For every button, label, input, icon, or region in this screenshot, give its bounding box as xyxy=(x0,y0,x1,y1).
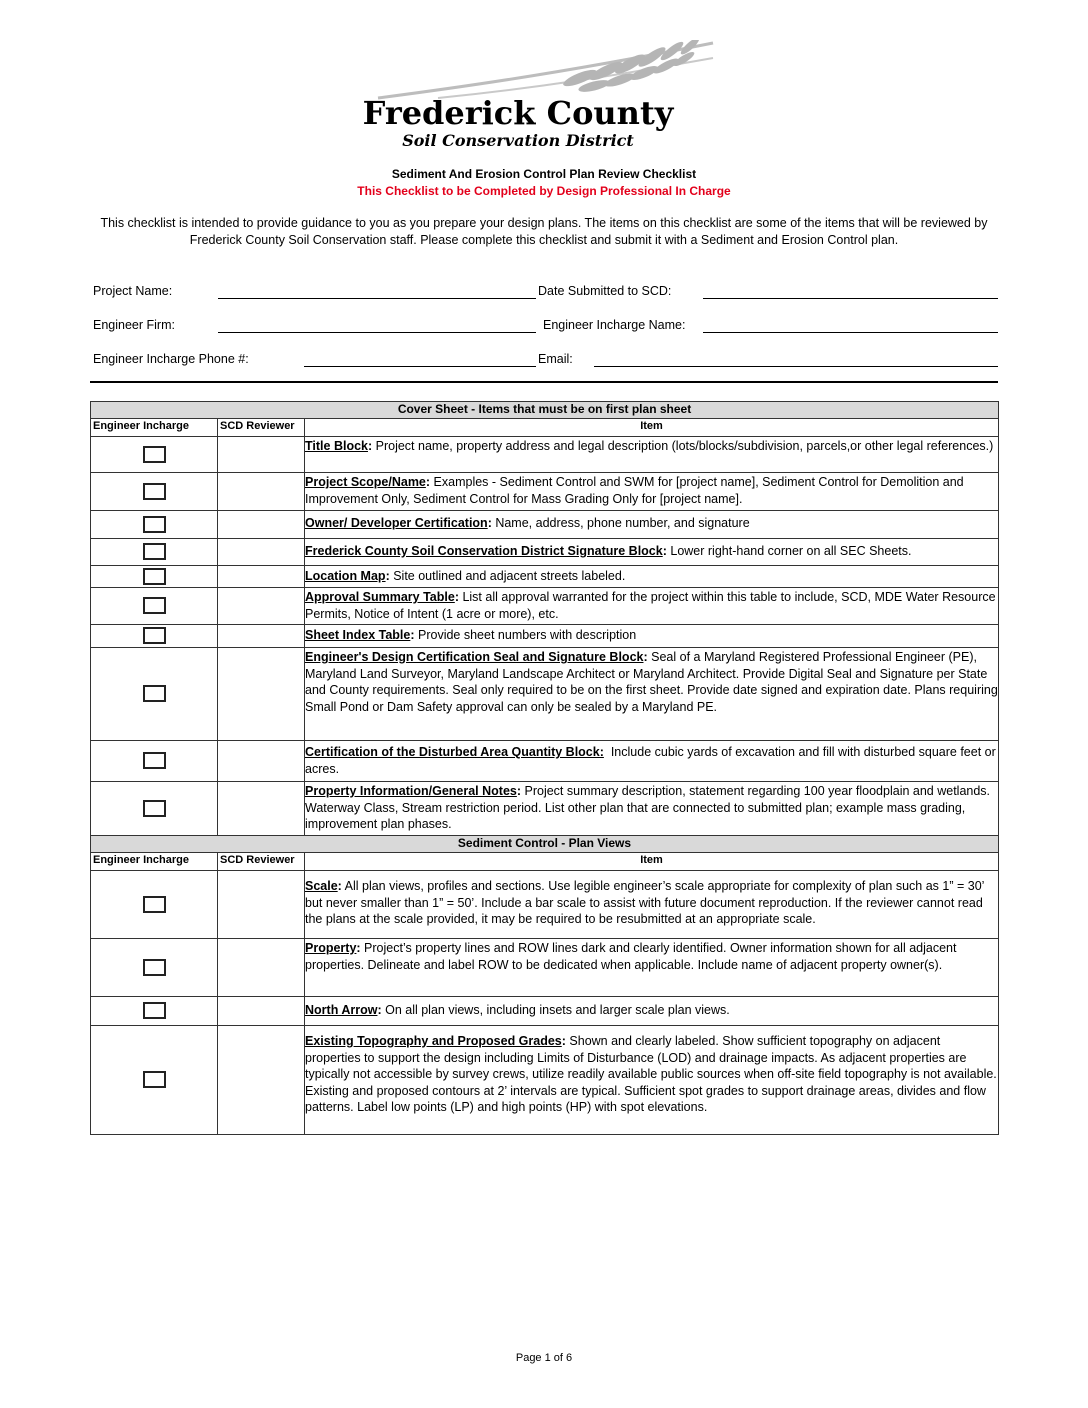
item-description-cell xyxy=(305,1026,999,1135)
project-name-label: Project Name: xyxy=(93,284,173,298)
project-name-input[interactable] xyxy=(218,284,536,299)
item-title-colon: : xyxy=(385,569,390,583)
checklist-row xyxy=(91,782,999,836)
engineer-checkbox[interactable] xyxy=(143,446,166,463)
item-description-cell xyxy=(305,871,999,939)
checklist-row xyxy=(91,997,999,1026)
item-title-colon: : xyxy=(367,439,373,453)
item-title: Project Scope/Name xyxy=(305,475,426,489)
logo-main-text: Frederick County xyxy=(362,94,674,132)
engineer-checkbox[interactable] xyxy=(143,1071,166,1088)
item-title-colon: : xyxy=(643,650,648,664)
checklist-row xyxy=(91,437,999,473)
engineer-check-cell xyxy=(91,648,218,741)
engineer-checkbox[interactable] xyxy=(143,568,166,585)
item-title: North Arrow xyxy=(305,1003,378,1017)
date-submitted-input[interactable] xyxy=(703,284,998,299)
item-title: Frederick County Soil Conservation District Signature Block xyxy=(305,544,663,558)
engineer-check-cell xyxy=(91,939,218,997)
checklist-row xyxy=(91,1026,999,1135)
scd-reviewer-cell[interactable] xyxy=(218,648,305,741)
item-title-colon: : xyxy=(561,1034,566,1048)
engineer-check-cell xyxy=(91,473,218,511)
checklist-row xyxy=(91,741,999,782)
engineer-firm-input[interactable] xyxy=(218,318,536,333)
engineer-checkbox[interactable] xyxy=(143,483,166,500)
item-title: Engineer's Design Certification Seal and Signature Block xyxy=(305,650,644,664)
engineer-name-label: Engineer Incharge Name: xyxy=(543,318,686,332)
engineer-checkbox[interactable] xyxy=(143,959,166,976)
section-header xyxy=(91,836,999,853)
item-title-colon: : xyxy=(410,628,415,642)
item-description-cell xyxy=(305,782,999,836)
item-text: Provide sheet numbers with description xyxy=(414,628,637,642)
scd-reviewer-cell[interactable] xyxy=(218,871,305,939)
item-description-cell xyxy=(305,437,999,473)
checklist-row xyxy=(91,511,999,539)
column-header-engineer: Engineer Incharge xyxy=(91,419,218,437)
item-title: Location Map xyxy=(305,569,386,583)
item-text: Project name, property address and legal description (lots/blocks/subdivision, parcels,or other legal references.) xyxy=(372,439,994,453)
checklist-row xyxy=(91,539,999,566)
item-description-cell xyxy=(305,939,999,997)
item-title: Property xyxy=(305,941,357,955)
logo-sub-text: Soil Conservation District xyxy=(402,131,634,150)
item-title-colon: : xyxy=(356,941,361,955)
scd-reviewer-cell[interactable] xyxy=(218,539,305,566)
item-description-cell xyxy=(305,511,999,539)
column-header-item: Item xyxy=(305,853,999,871)
engineer-checkbox[interactable] xyxy=(143,752,166,769)
item-description-cell xyxy=(305,588,999,625)
scd-reviewer-cell[interactable] xyxy=(218,566,305,588)
engineer-check-cell xyxy=(91,539,218,566)
column-header-engineer: Engineer Incharge xyxy=(91,853,218,871)
page-number: Page 1 of 6 xyxy=(515,1352,573,1364)
scd-reviewer-cell[interactable] xyxy=(218,741,305,782)
item-description-cell xyxy=(305,625,999,648)
checklist-row xyxy=(91,648,999,741)
item-description-cell xyxy=(305,997,999,1026)
scd-reviewer-cell[interactable] xyxy=(218,939,305,997)
scd-reviewer-cell[interactable] xyxy=(218,1026,305,1135)
engineer-check-cell xyxy=(91,871,218,939)
item-text: Lower right-hand corner on all SEC Sheets. xyxy=(666,544,912,558)
checklist-row xyxy=(91,473,999,511)
scd-reviewer-cell[interactable] xyxy=(218,588,305,625)
scd-reviewer-cell[interactable] xyxy=(218,437,305,473)
item-title-colon: : xyxy=(337,879,342,893)
wheat-icon xyxy=(318,40,718,100)
item-title: Scale xyxy=(305,879,338,893)
engineer-check-cell xyxy=(91,511,218,539)
engineer-check-cell xyxy=(91,566,218,588)
column-header-row xyxy=(91,419,999,437)
scd-reviewer-cell[interactable] xyxy=(218,782,305,836)
column-header-row xyxy=(91,853,999,871)
item-title-colon: : xyxy=(425,475,431,489)
engineer-checkbox[interactable] xyxy=(143,896,166,913)
document-subtitle: This Checklist to be Completed by Design Professional In Charge xyxy=(357,184,731,198)
item-title-colon: : xyxy=(516,784,522,798)
item-title-colon: : xyxy=(454,590,459,604)
engineer-check-cell xyxy=(91,588,218,625)
engineer-checkbox[interactable] xyxy=(143,516,166,533)
item-text: Project summary description, statement regarding 100 year floodplain and wetlands. Waterway Class, Stream restriction period. List other plan that are connected to submitted plan; example mass grading, improvement plan phases. xyxy=(305,784,994,831)
item-text: On all plan views, including insets and larger scale plan views. xyxy=(381,1003,730,1017)
email-label: Email: xyxy=(538,352,573,366)
checklist-row xyxy=(91,871,999,939)
item-text: Shown and clearly labeled. Show sufficient topography on adjacent properties to support the design including Limits of Disturbance (LOD) and drainage impacts. As adjacent properties are typically not accessible by survey crews, utilize readily available public sources when off-site field topography is not available. Existing and proposed contours at 2’ intervals are typical. Sufficient spot grades to support drainage areas, divides and flow patterns. Label low points (LP) and high points (HP) with spot elevations. xyxy=(305,1034,1001,1114)
engineer-checkbox[interactable] xyxy=(143,800,166,817)
intro-paragraph: This checklist is intended to provide guidance to you as you prepare your design plans. The items on this checklist are some of the items that will be reviewed by Frederick County Soil Conservation staff. Please complete this checklist and submit it with a Sediment and Erosion Control plan. xyxy=(100,216,988,247)
engineer-check-cell xyxy=(91,1026,218,1135)
item-description-cell xyxy=(305,566,999,588)
checklist-row xyxy=(91,939,999,997)
engineer-check-cell xyxy=(91,782,218,836)
item-description-cell xyxy=(305,473,999,511)
item-description-cell xyxy=(305,539,999,566)
engineer-checkbox[interactable] xyxy=(143,1002,166,1019)
column-header-reviewer: SCD Reviewer xyxy=(218,853,305,871)
checklist-table xyxy=(90,401,1002,1135)
column-header-reviewer: SCD Reviewer xyxy=(218,419,305,437)
column-header-item: Item xyxy=(305,419,999,437)
item-description-cell xyxy=(305,741,999,782)
engineer-check-cell xyxy=(91,437,218,473)
item-title: Existing Topography and Proposed Grades xyxy=(305,1034,562,1048)
item-text: All plan views, profiles and sections. Use legible engineer’s scale appropriate for complexity of plan such as 1” = 30’ but never smaller than 1” = 50’. Include a bar scale to assist with future document reproduction. If the reviewer cannot read the plans at the scale provided, it may be required to be resubmitted at an appropriate scale. xyxy=(305,879,988,926)
item-text: Project’s property lines and ROW lines dark and clearly identified. Owner information shown for all adjacent properties. Delineate and label ROW to be dedicated when applicable. Include name of adjacent property owner(s). xyxy=(305,941,960,972)
engineer-checkbox[interactable] xyxy=(143,597,166,614)
engineer-name-input[interactable] xyxy=(703,318,998,333)
engineer-checkbox[interactable] xyxy=(143,685,166,702)
engineer-phone-label: Engineer Incharge Phone #: xyxy=(93,352,249,366)
item-title: Sheet Index Table xyxy=(305,628,411,642)
engineer-phone-input[interactable] xyxy=(304,352,536,367)
scd-reviewer-cell[interactable] xyxy=(218,625,305,648)
date-submitted-label: Date Submitted to SCD: xyxy=(538,284,672,298)
item-title-colon: : xyxy=(662,544,667,558)
document-title: Sediment And Erosion Control Plan Review Checklist xyxy=(391,167,697,181)
scd-reviewer-cell[interactable] xyxy=(218,511,305,539)
email-input[interactable] xyxy=(594,352,998,367)
section-title: Cover Sheet - Items that must be on first plan sheet xyxy=(91,402,999,419)
checklist-row xyxy=(91,588,999,625)
item-description-cell xyxy=(305,648,1002,741)
item-title: Approval Summary Table xyxy=(305,590,455,604)
scd-reviewer-cell[interactable] xyxy=(218,997,305,1026)
item-text: List all approval warranted for the project within this table to include, SCD, MDE Water Resource Permits, Notice of Intent (1 acre or more), etc. xyxy=(305,590,1000,621)
item-text: Seal of a Maryland Registered Professional Engineer (PE), Maryland Land Surveyor, Maryland Landscape Architect or Maryland Architect. Provide Digital Seal and Signature per State and County requirements. Seal only required to be on the first sheet. Provide date signed and expiration date. Plans requiring Small Pond or Dam Safety approval can only be sealed by a Maryland PE. xyxy=(305,650,1002,714)
engineer-check-cell xyxy=(91,741,218,782)
section-title: Sediment Control - Plan Views xyxy=(91,836,999,853)
engineer-checkbox[interactable] xyxy=(143,543,166,560)
item-title: Title Block xyxy=(305,439,368,453)
item-title-colon: : xyxy=(487,516,492,530)
item-text: Site outlined and adjacent streets labeled. xyxy=(389,569,626,583)
item-title: Certification of the Disturbed Area Quantity Block: xyxy=(305,745,604,759)
item-title: Owner/ Developer Certification xyxy=(305,516,488,530)
scd-reviewer-cell[interactable] xyxy=(218,473,305,511)
section-header xyxy=(91,402,999,419)
frederick-county-scd-logo xyxy=(318,40,718,150)
engineer-checkbox[interactable] xyxy=(143,627,166,644)
item-text: Examples - Sediment Control and SWM for [project name], Sediment Control for Demolition and Improvement Only, Sediment Control for Mass Grading Only for [project name]. xyxy=(305,475,968,506)
checklist-row xyxy=(91,625,999,648)
item-title-colon: : xyxy=(377,1003,382,1017)
item-title: Property Information/General Notes xyxy=(305,784,517,798)
checklist-row xyxy=(91,566,999,588)
engineer-check-cell xyxy=(91,625,218,648)
engineer-firm-label: Engineer Firm: xyxy=(93,318,175,332)
item-text: Include cubic yards of excavation and fill with disturbed square feet or acres. xyxy=(305,745,1000,776)
item-text: Name, address, phone number, and signature xyxy=(491,516,750,530)
section-divider xyxy=(90,381,998,383)
engineer-check-cell xyxy=(91,997,218,1026)
